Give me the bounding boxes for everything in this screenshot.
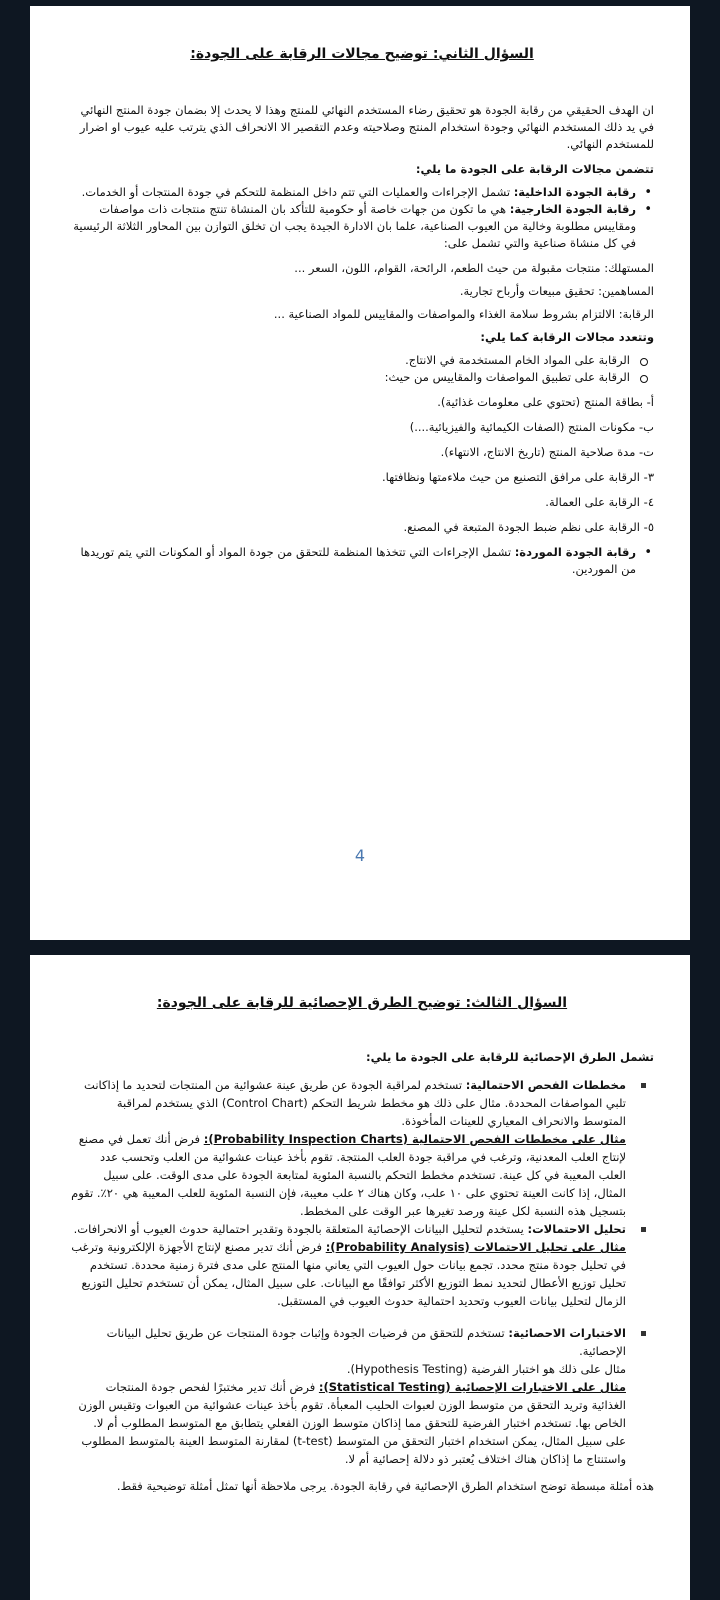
list-item: أ- بطاقة المنتج (تحتوي على معلومات غذائية). [437,395,654,409]
intro-paragraph: ان الهدف الحقيقي من رقابة الجودة هو تحقيق رضاء المستخدم النهائي للمنتج وهذا لا يحدث إلا بضمان جودة المنتج النهائي في يد ذلك المستخدم النهائي وجودة استخدام المنتج وصلاحيته وعدم التقصير الا الانحراف الذي يترتب عليه عيوب او اضرار للمستخدم النهائي. [79,103,654,151]
document-page-2 [30,955,690,1600]
page-title: السؤال الثاني: توضيح مجالات الرقابة على الجودة: [190,46,534,62]
sub-list [70,352,654,386]
list-item: • رقابة الجودة الداخلية: تشمل الإجراءات والعمليات التي تتم داخل المنظمة للتحكم في جودة المنتجات أو الخدمات. [70,184,654,201]
list-item: ٥- الرقابة على نظم ضبط الجودة المتبعة في المصنع. [403,520,654,534]
shareholders-line: المساهمين: تحقيق مبيعات وأرباح تجارية. [459,284,654,298]
methods-list [70,1324,654,1360]
example-paragraph: مثال على مخططات الفحص الاحتمالية (Probability Inspection Charts): فرض أنك تعمل في مصنع لإنتاج العلب المعدنية، وترغب في مراقبة جودة العلب المنتجة. تقوم بأخذ عينات عشوائية من العلب وتحسب عدد العلب المعيبة في كل عينة. تستخدم مخطط التحكم بالنسبة المئوية لمتابعة الجودة على مدى الوقت. على سبيل المثال، إذا كانت العينة تحتوي على ١٠ علب، وكان هناك ٢ علب معيبة، فإن النسبة المئوية للعلب المعيبة هي ٢٠٪. تقوم بتسجيل هذه النسبة لكل عينة ورصد تغيرها عبر الوقت على المخطط. [71,1132,626,1218]
page-number: 4 [354,846,366,865]
list-item: الاختبارات الاحصائية: تستخدم للتحقق من فرضيات الجودة وإثبات جودة المنتجات عن طريق تحليل البيانات الإحصائية. [70,1324,654,1360]
example-paragraph: مثال على تحليل الاحتمالات (Probability Analysis): فرض أنك تدير مصنع لإنتاج الأجهزة الإلكترونية وترغب في تحليل جودة منتج محدد. تجمع بيانات حول العيوب التي يعاني منها المنتج على مدى فترة زمنية محددة. تستخدم تحليل توزيع الأعطال لتحديد نمط التوزيع الأكثر توافقًا مع البيانات. على سبيل المثال، يمكن أن تستخدم تحليل التوزيع الزمال لتحليل بيانات العيوب وتحديد احتمالية حدوث العيوب في المستقبل. [71,1240,626,1308]
document-page-1 [30,6,690,940]
list-item: ت- مدة صلاحية المنتج (تاريخ الانتاج، الانتهاء). [440,445,654,459]
closing-paragraph: هذه أمثلة مبسطة توضح استخدام الطرق الإحصائية في رقابة الجودة. يرجى ملاحظة أنها تمثل أمثلة توضيحية فقط. [116,1479,654,1493]
list-item: الرقابة على المواد الخام المستخدمة في الانتاج. [70,352,654,369]
section-heading: وتتعدد مجالات الرقابة كما يلي: [480,330,654,344]
list-item: ٣- الرقابة على مرافق التصنيع من حيث ملاءمتها ونظافتها. [381,470,654,484]
list-item: • رقابة الجودة الموردة: تشمل الإجراءات التي تتخذها المنظمة للتحقق من جودة المواد أو المكونات التي يتم توريدها من الموردين. [70,544,654,578]
section-heading: تشمل الطرق الإحصائية للرقابة على الجودة ما يلي: [366,1050,654,1064]
supplier-list [70,544,654,578]
regulation-line: الرقابة: الالتزام بشروط سلامة الغذاء والمواصفات والمقاييس للمواد الصناعية ... [273,307,654,321]
list-item: تحليل الاحتمالات: يستخدم لتحليل البيانات الإحصائية المتعلقة بالجودة وتقدير احتمالية حدوث العيوب أو الانحرافات. [70,1220,654,1238]
section-heading: تتضمن مجالات الرقابة على الجودة ما يلي: [415,162,654,176]
list-item: ٤- الرقابة على العمالة. [545,495,654,509]
list-item: الرقابة على تطبيق المواصفات والمقاييس من حيث: [70,369,654,386]
list-item: • رقابة الجودة الخارجية: هي ما تكون من جهات خاصة أو حكومية للتأكد بان المنشاة تنتج منتجات ذات مواصفات ومقاييس مطلوبة وخالية من العيوب الصناعية، علما بان الادارة الجيدة يجب ان تخلق التوازن بين المحاور الثلاثة الرئيسية في كل منشاة صناعية والتي تشمل على: [70,201,654,252]
page-title: السؤال الثالث: توضيح الطرق الإحصائية للرقابة على الجودة: [156,995,568,1011]
list-item: مخططات الفحص الاحتمالية: تستخدم لمراقبة الجودة عن طريق عينة عشوائية من المنتجات لتحديد ما إذاكانت تلبي المواصفات المحددة. مثال على ذلك هو مخطط شريط التحكم (Control Chart) الذي يستخدم لمراقبة المتوسط والانحراف المعياري للعينات المأخوذة. [70,1076,654,1130]
methods-list [70,1220,654,1238]
example-line: مثال على ذلك هو اختبار الفرضية (Hypothesis Testing). [346,1362,626,1376]
example-paragraph: مثال على الاختبارات الإحصائية (Statistical Testing): فرض أنك تدير مختبرًا لفحص جودة المنتجات الغذائية وتريد التحقق من متوسط الوزن لعبوات الحليب المعبأة. تقوم بأخذ عينات عشوائية من العبوات وتقيس الوزن الخاص بها. تستخدم اختبار الفرضية للتحقق مما إذاكان متوسط الوزن الفعلي يتطابق مع المتوسط المطلوب أم لا. على سبيل المثال، يمكن استخدام اختبار التحقق من المتوسط (t-test) لمقارنة المتوسط العينة بالمتوسط المطلوب واستنتاج ما إذاكان هناك اختلاف يُعتبر ذو دلالة إحصائية أم لا. [78,1380,626,1466]
consumer-line: المستهلك: منتجات مقبولة من حيث الطعم، الرائحة، القوام، اللون، السعر ... [294,261,654,275]
methods-list [70,1076,654,1130]
domains-list [70,184,654,252]
list-item: ب- مكونات المنتج (الصفات الكيمائية والفيزيائية....) [409,420,654,434]
